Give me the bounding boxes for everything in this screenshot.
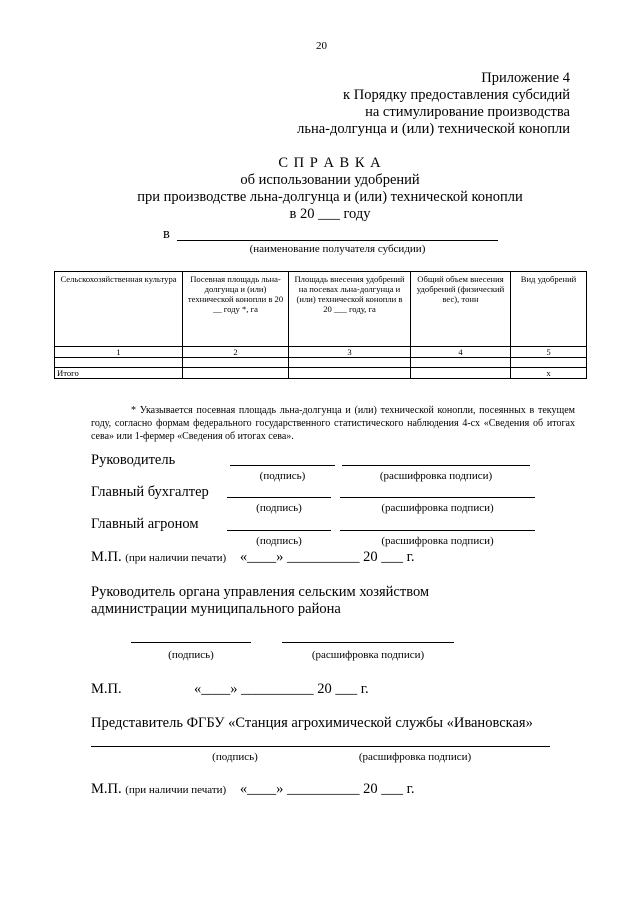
- signature-caption: (подпись): [212, 751, 258, 763]
- table-cell: [411, 368, 511, 379]
- decoding-line: [342, 465, 530, 466]
- table-header-row: [55, 272, 587, 347]
- signature-line: [227, 530, 331, 531]
- table-cell: [289, 368, 411, 379]
- signature-line: [230, 465, 335, 466]
- decoding-line: [282, 642, 454, 643]
- column-number: 1: [55, 347, 183, 358]
- header-crop: Сельскохозяйственная культура: [55, 272, 183, 347]
- stamp-note: (при наличии печати): [125, 552, 227, 564]
- label-head: Руководитель: [91, 452, 176, 468]
- decoding-caption: (расшифровка подписи): [381, 502, 494, 514]
- footnote: * Указывается посевная площадь льна-долгунца и (или) технической конопли, посеянных в текущем году, согласно формам федерального государственного статистического наблюдения 4-сх «Сведения об итогах сева» или 1-фермер «Сведения об итогах сева».: [91, 405, 575, 442]
- decoding-caption: (расшифровка подписи): [358, 751, 472, 763]
- table-cell: [183, 368, 289, 379]
- column-number: 4: [411, 347, 511, 358]
- header-volume: Общий объем внесения удобрений (физический вес), тонн: [411, 272, 511, 347]
- table-row: [55, 358, 587, 368]
- column-number: 2: [183, 347, 289, 358]
- representative-signature-line: [91, 746, 550, 747]
- column-number: 3: [289, 347, 411, 358]
- total-label: Итого: [55, 368, 183, 379]
- table-cell: [411, 358, 511, 368]
- table-row: [55, 347, 587, 358]
- stamp-note: (при наличии печати): [125, 784, 227, 796]
- recipient-prefix: в: [163, 226, 170, 242]
- signature-caption: (подпись): [256, 535, 302, 547]
- appendix-line-4: льна-долгунца и (или) технической конопли: [297, 121, 570, 137]
- appendix-line-3: на стимулирование производства: [365, 104, 570, 120]
- appendix-line-1: Приложение 4: [481, 70, 570, 86]
- label-accountant: Главный бухгалтер: [91, 484, 209, 500]
- decoding-line: [340, 497, 535, 498]
- page-number: 20: [316, 40, 327, 52]
- stamp-prefix: М.П.: [91, 781, 122, 797]
- date-template: «____» __________ 20 ___ г.: [239, 549, 415, 565]
- table-cell: [55, 358, 183, 368]
- date-template: «____» __________ 20 ___ г.: [239, 781, 415, 797]
- table-cell: [289, 358, 411, 368]
- decoding-caption: (расшифровка подписи): [379, 470, 493, 482]
- column-number: 5: [511, 347, 587, 358]
- table-cell: [183, 358, 289, 368]
- total-mark: х: [511, 368, 587, 379]
- fertilizer-table: [54, 271, 587, 379]
- table-total-row: [55, 368, 587, 379]
- title-line-1: об использовании удобрений: [240, 172, 420, 188]
- header-applied-area: Площадь внесения удобрений на посевах льна-долгунца и (или) технической конопли в 20 ___ году, га: [289, 272, 411, 347]
- municipal-line-2: администрации муниципального района: [91, 601, 341, 617]
- signature-caption: (подпись): [259, 470, 306, 482]
- decoding-caption: (расшифровка подписи): [381, 535, 494, 547]
- header-sown-area: Посевная площадь льна-долгунца и (или) технической конопли в 20 __ году *, га: [183, 272, 289, 347]
- recipient-caption: (наименование получателя субсидии): [249, 243, 426, 255]
- municipal-date: «____» __________ 20 ___ г.: [194, 681, 369, 697]
- title-line-3: в 20 ___ году: [289, 206, 371, 222]
- stamp-prefix: М.П.: [91, 549, 122, 565]
- decoding-caption: (расшифровка подписи): [311, 649, 425, 661]
- decoding-line: [340, 530, 535, 531]
- stamp-line-2: [91, 781, 415, 799]
- document-title: С П Р А В К А: [278, 155, 382, 171]
- header-fertilizer-type: Вид удобрений: [511, 272, 587, 347]
- signature-line: [227, 497, 331, 498]
- title-line-2: при производстве льна-долгунца и (или) технической конопли: [137, 189, 523, 205]
- appendix-line-2: к Порядку предоставления субсидий: [343, 87, 570, 103]
- signature-caption: (подпись): [256, 502, 302, 514]
- municipal-line-1: Руководитель органа управления сельским хозяйством: [91, 584, 430, 600]
- representative-line: Представитель ФГБУ «Станция агрохимической службы «Ивановская»: [91, 715, 533, 731]
- stamp-line-1: [91, 549, 415, 567]
- table-cell: [511, 358, 587, 368]
- signature-line: [131, 642, 251, 643]
- recipient-line: [177, 240, 498, 241]
- municipal-stamp: М.П.: [91, 681, 122, 697]
- signature-caption: (подпись): [168, 649, 214, 661]
- label-agronomist: Главный агроном: [91, 516, 199, 532]
